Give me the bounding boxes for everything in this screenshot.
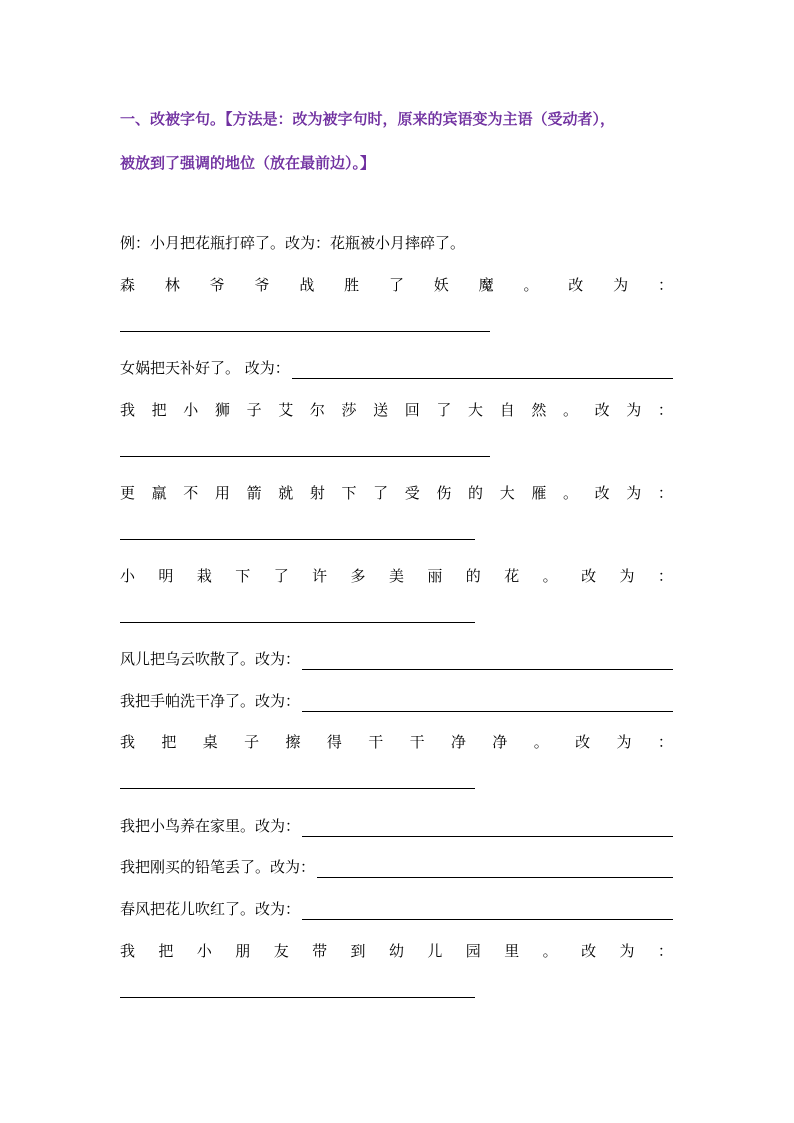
exercise-char: 儿	[427, 942, 443, 960]
exercise-item	[120, 690, 673, 712]
exercise-char: 小	[196, 942, 212, 960]
exercise-char: ：	[657, 276, 673, 294]
exercise-char: 为	[626, 401, 642, 419]
exercise-char: 为	[616, 733, 632, 751]
exercise-char: 为	[619, 567, 635, 585]
exercise-item	[120, 565, 673, 587]
exercise-item	[120, 357, 673, 379]
exercise-char: 为	[626, 484, 642, 502]
exercise-char: 改	[575, 733, 591, 751]
exercise-char: 明	[158, 567, 174, 585]
exercise-char: 了	[436, 401, 452, 419]
exercise-text: 我把刚买的铅笔丢了。改为：	[120, 858, 316, 876]
exercise-char: 里	[504, 942, 520, 960]
exercise-char: 小	[183, 401, 199, 419]
exercise-char: 回	[404, 401, 420, 419]
exercise-item	[120, 940, 673, 962]
answer-line[interactable]	[302, 697, 673, 712]
exercise-char: 林	[164, 276, 180, 294]
exercise-item	[120, 274, 673, 296]
exercise-char: 下	[341, 484, 357, 502]
example-sentence: 例：小月把花瓶打碎了。改为：花瓶被小月摔碎了。	[120, 234, 466, 252]
exercise-text: 春风把花儿吹红了。改为：	[120, 900, 301, 918]
exercise-char: 战	[299, 276, 315, 294]
answer-line[interactable]	[292, 364, 673, 379]
answer-line[interactable]	[302, 822, 673, 837]
exercise-char: 伤	[436, 484, 452, 502]
exercise-char: ：	[657, 484, 673, 502]
exercise-char: 射	[309, 484, 325, 502]
exercise-text: 我把小鸟养在家里。改为：	[120, 817, 301, 835]
exercise-char: 为	[613, 276, 629, 294]
exercise-char: 子	[244, 733, 260, 751]
answer-line[interactable]	[120, 331, 490, 332]
exercise-char: 用	[214, 484, 230, 502]
exercise-char: 丽	[427, 567, 443, 585]
exercise-char: 把	[158, 942, 174, 960]
exercise-char: 净	[492, 733, 508, 751]
exercise-char: 得	[326, 733, 342, 751]
exercise-char: 改	[568, 276, 584, 294]
answer-line[interactable]	[120, 539, 475, 540]
exercise-char: 我	[120, 401, 136, 419]
exercise-item	[120, 856, 673, 878]
exercise-char: 莎	[341, 401, 357, 419]
exercise-text: 女娲把天补好了。 改为：	[120, 359, 290, 377]
exercise-char: 把	[161, 733, 177, 751]
exercise-char: 友	[273, 942, 289, 960]
exercise-char: 下	[235, 567, 251, 585]
exercise-char: 妖	[433, 276, 449, 294]
exercise-char: 改	[594, 401, 610, 419]
exercise-char: ：	[657, 733, 673, 751]
exercise-char: 我	[120, 733, 136, 751]
exercise-char: 箭	[246, 484, 262, 502]
exercise-char: 园	[465, 942, 481, 960]
exercise-char: 带	[312, 942, 328, 960]
exercise-char: 送	[373, 401, 389, 419]
exercise-char: 雁	[531, 484, 547, 502]
answer-line[interactable]	[120, 788, 475, 789]
exercise-char: 栽	[196, 567, 212, 585]
exercise-char: 干	[409, 733, 425, 751]
exercise-item	[120, 482, 673, 504]
exercise-char: 的	[468, 484, 484, 502]
section-title-line1: 一、改被字句。【方法是：改为被字句时，原来的宾语变为主语（受动者），	[120, 110, 616, 128]
answer-line[interactable]	[302, 905, 673, 920]
exercise-char: 了	[388, 276, 404, 294]
exercise-char: 了	[373, 484, 389, 502]
exercise-char: 了	[273, 567, 289, 585]
exercise-char: 爷	[254, 276, 270, 294]
exercise-char: 魔	[478, 276, 494, 294]
exercise-char: ：	[657, 401, 673, 419]
exercise-item	[120, 898, 673, 920]
exercise-char: 擦	[285, 733, 301, 751]
exercise-char: 羸	[151, 484, 167, 502]
exercise-char: 改	[594, 484, 610, 502]
exercise-char: 就	[278, 484, 294, 502]
exercise-item	[120, 815, 673, 837]
exercise-char: 。	[562, 401, 578, 419]
answer-line[interactable]	[120, 456, 490, 457]
answer-line[interactable]	[120, 997, 475, 998]
exercise-char: 爷	[209, 276, 225, 294]
section-title-line2: 被放到了强调的地位（放在最前边）。】	[120, 154, 376, 172]
exercise-char: 我	[120, 942, 136, 960]
exercise-char: 桌	[202, 733, 218, 751]
exercise-char: 为	[619, 942, 635, 960]
exercise-text: 风儿把乌云吹散了。改为：	[120, 650, 301, 668]
exercise-item	[120, 399, 673, 421]
exercise-char: 尔	[309, 401, 325, 419]
exercise-char: 大	[499, 484, 515, 502]
exercise-char: 受	[404, 484, 420, 502]
exercise-char: 改	[581, 942, 597, 960]
answer-line[interactable]	[120, 622, 475, 623]
exercise-char: 狮	[214, 401, 230, 419]
exercise-char: 。	[542, 567, 558, 585]
exercise-char: 净	[451, 733, 467, 751]
exercise-char: 干	[368, 733, 384, 751]
exercise-char: 子	[246, 401, 262, 419]
exercise-item	[120, 731, 673, 753]
exercise-char: 。	[562, 484, 578, 502]
exercise-char: 不	[183, 484, 199, 502]
exercise-char: 然	[531, 401, 547, 419]
exercise-char: 。	[533, 733, 549, 751]
exercise-char: 的	[465, 567, 481, 585]
exercise-char: 幼	[388, 942, 404, 960]
exercise-char: 更	[120, 484, 136, 502]
exercise-item	[120, 648, 673, 670]
exercise-char: 朋	[235, 942, 251, 960]
exercise-char: 。	[542, 942, 558, 960]
exercise-char: 许	[312, 567, 328, 585]
exercise-char: ：	[657, 942, 673, 960]
exercise-char: 森	[120, 276, 136, 294]
exercise-char: 把	[151, 401, 167, 419]
exercise-text: 我把手帕洗干净了。改为：	[120, 692, 301, 710]
exercise-char: 美	[388, 567, 404, 585]
exercise-char: 。	[523, 276, 539, 294]
exercise-char: 花	[504, 567, 520, 585]
exercise-char: 到	[350, 942, 366, 960]
exercise-char: 改	[581, 567, 597, 585]
exercise-char: ：	[657, 567, 673, 585]
exercise-char: 艾	[278, 401, 294, 419]
exercise-char: 小	[120, 567, 136, 585]
exercise-char: 多	[350, 567, 366, 585]
exercise-char: 自	[499, 401, 515, 419]
answer-line[interactable]	[302, 655, 673, 670]
exercise-char: 大	[468, 401, 484, 419]
exercise-char: 胜	[344, 276, 360, 294]
answer-line[interactable]	[317, 863, 673, 878]
